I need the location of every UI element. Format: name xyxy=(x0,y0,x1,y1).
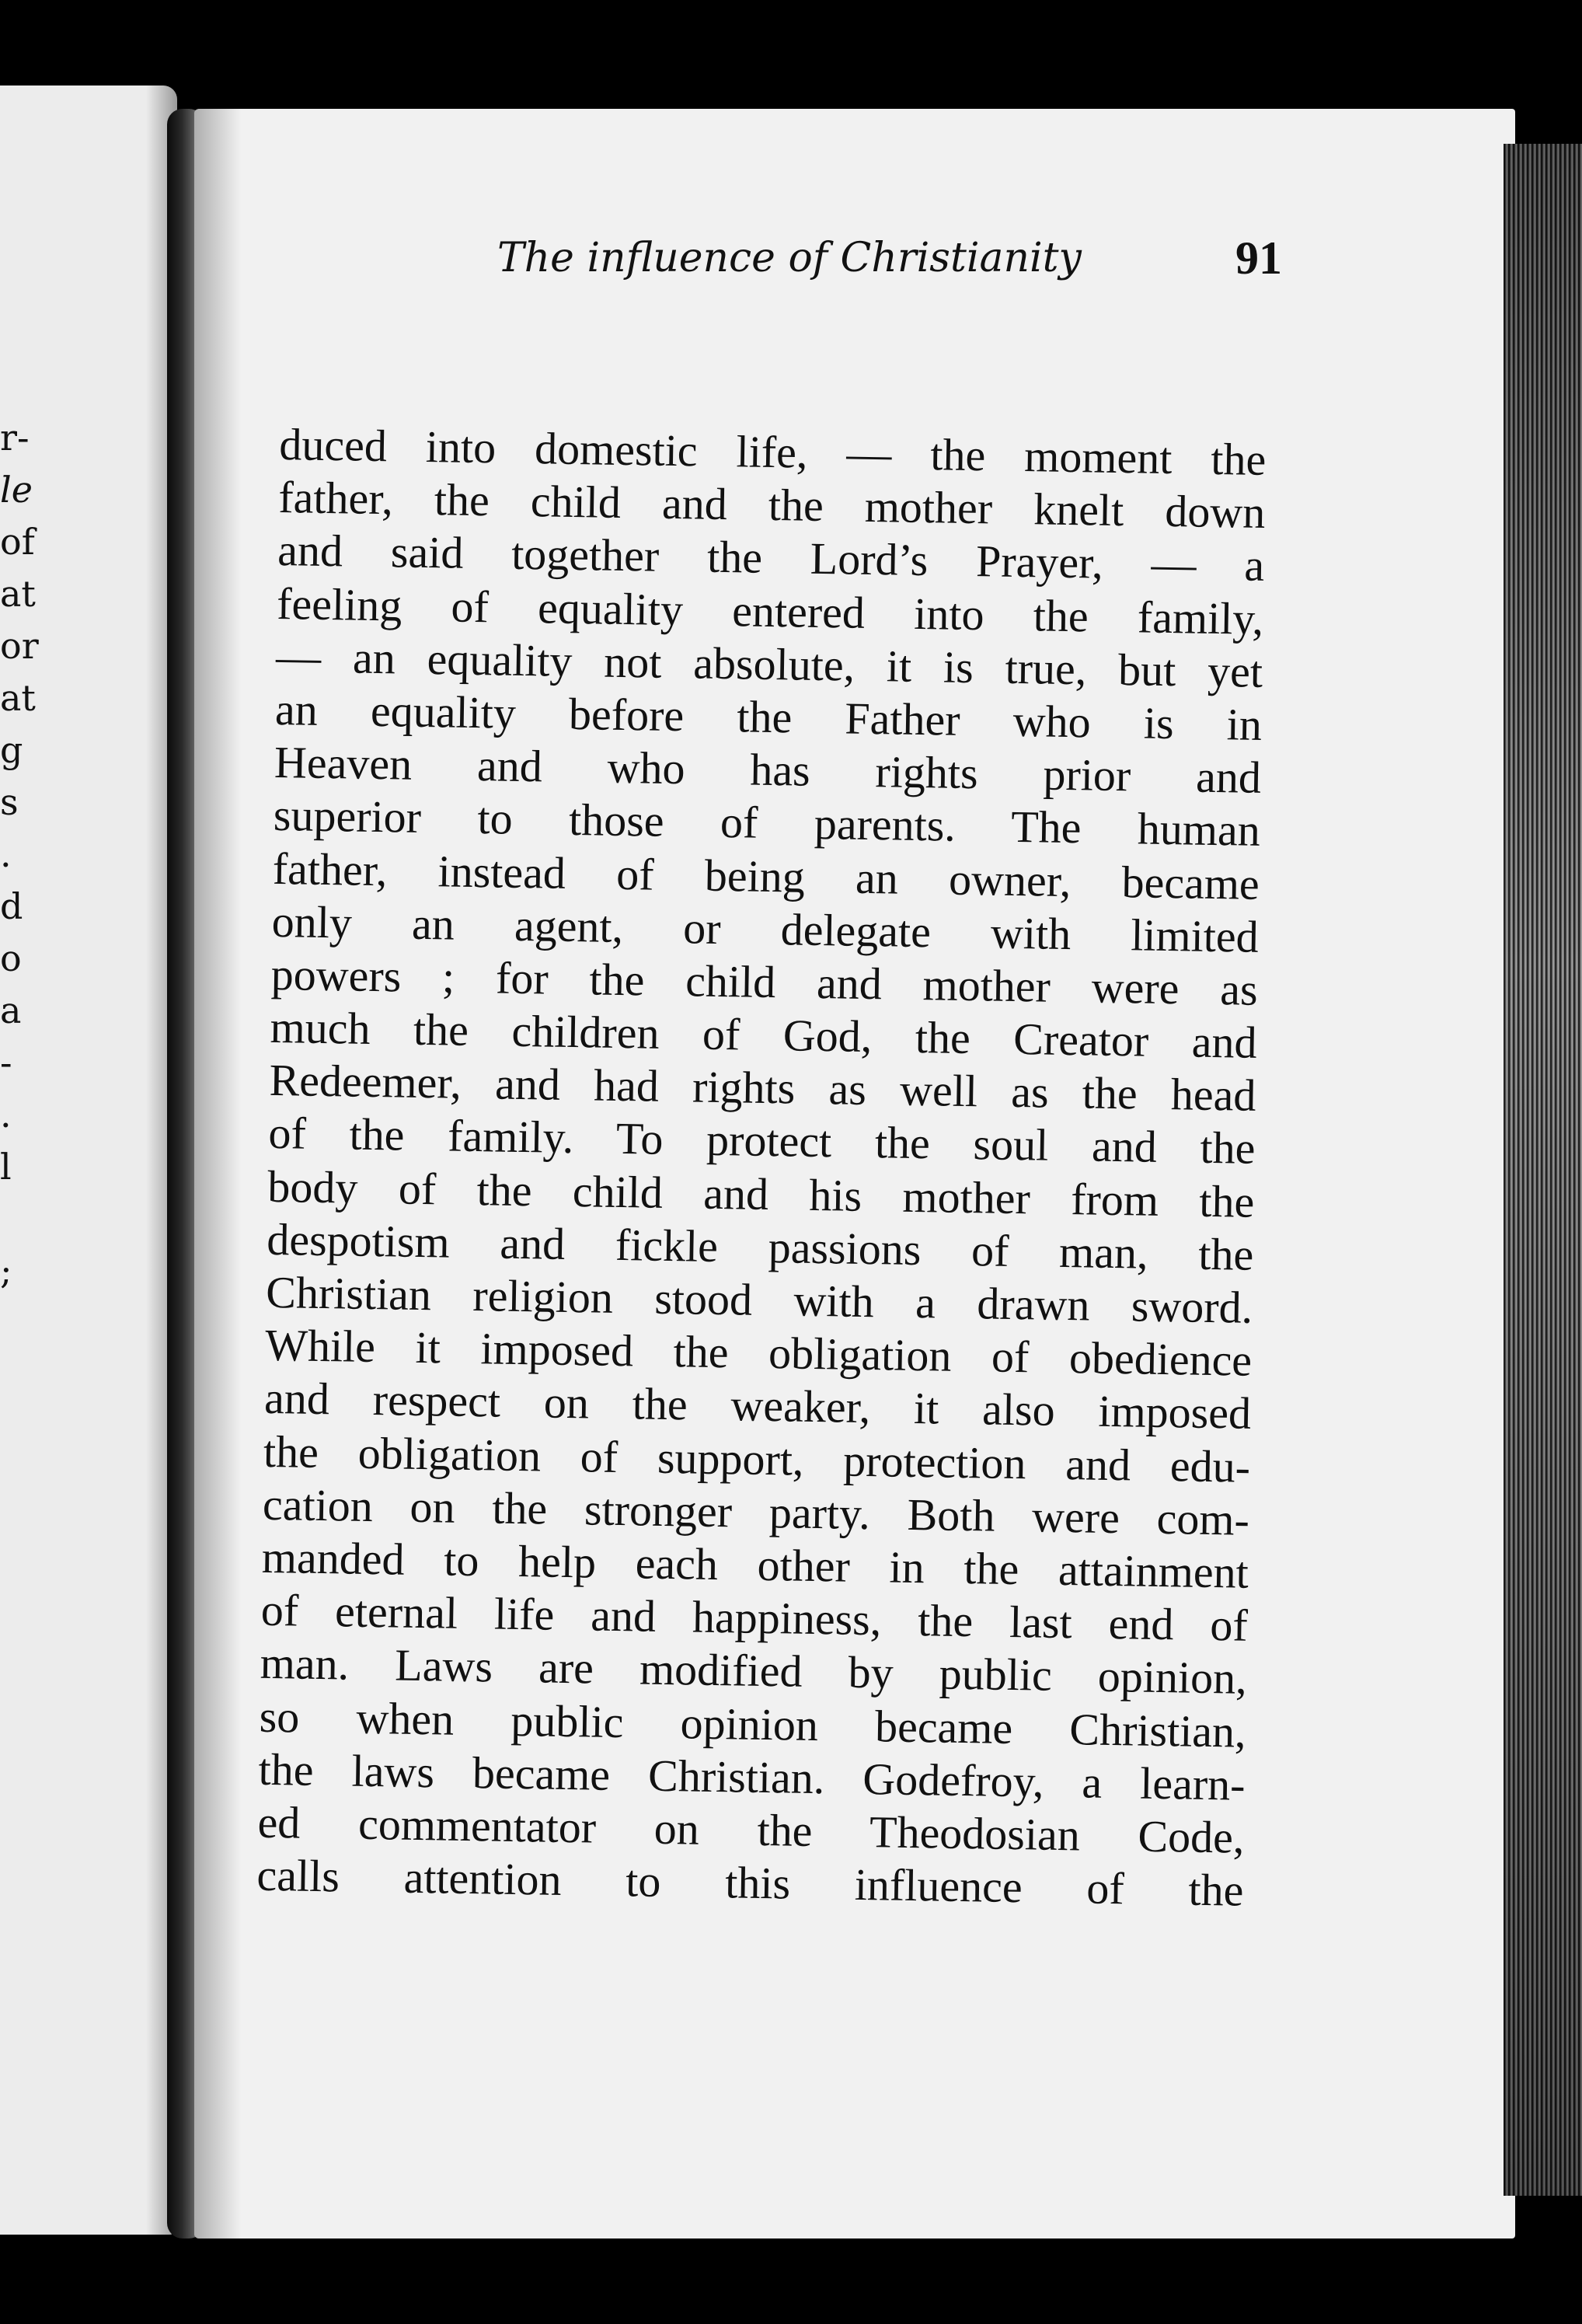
text-line: the obligation of support, protection and edu- xyxy=(263,1425,1251,1492)
fragment-line: . xyxy=(0,833,12,875)
text-line: superior to those of parents. The human xyxy=(273,790,1261,857)
text-line: calls attention to this influence of the xyxy=(256,1849,1244,1916)
fragment-line: l xyxy=(0,1146,12,1188)
text-line: While it imposed the obligation of obedience xyxy=(264,1320,1253,1386)
fragment-line: of xyxy=(0,521,35,563)
text-line: ed commentator on the Theodosian Code, xyxy=(257,1796,1245,1863)
text-line: the laws became Christian. Godefroy, a learn- xyxy=(258,1743,1246,1810)
fragment-line: at xyxy=(0,677,36,719)
text-line: — an equality not absolute, it is true, but yet xyxy=(275,630,1263,697)
fragment-line: s xyxy=(0,781,19,823)
text-line: body of the child and his mother from the xyxy=(267,1160,1255,1227)
running-head-title: The influence of Christianity xyxy=(497,235,1082,281)
text-line: father, the child and the mother knelt down xyxy=(277,472,1266,539)
fragment-line: or xyxy=(0,625,39,667)
fragment-line: - xyxy=(0,1042,12,1083)
fragment-line: r- xyxy=(0,417,30,459)
text-line: much the children of God, the Creator and xyxy=(270,1001,1258,1068)
text-line: man. Laws are modified by public opinion, xyxy=(260,1638,1248,1705)
running-head xyxy=(295,227,1282,289)
text-line: an equality before the Father who is in xyxy=(274,683,1263,750)
fragment-line: o xyxy=(0,937,22,979)
fragment-line: a xyxy=(0,989,22,1031)
body-text xyxy=(256,418,1267,1917)
text-line: of the family. To protect the soul and the xyxy=(268,1108,1256,1174)
text-line: despotism and fickle passions of man, the xyxy=(266,1213,1254,1280)
previous-page-edge xyxy=(0,85,177,2235)
fragment-line: le xyxy=(0,469,33,511)
fragment-line: . xyxy=(0,1094,12,1136)
fragment-line: g xyxy=(0,729,23,771)
fragment-line: ; xyxy=(0,1250,12,1292)
text-line: powers ; for the child and mother were as xyxy=(270,948,1259,1015)
text-line: so when public opinion became Christian, xyxy=(259,1691,1247,1757)
text-line: only an agent, or delegate with limited xyxy=(271,895,1260,962)
text-line: cation on the stronger party. Both were com- xyxy=(262,1478,1250,1545)
previous-page-text-fragments xyxy=(0,412,47,1297)
text-line: feeling of equality entered into the family, xyxy=(276,578,1264,644)
text-line: and said together the Lord’s Prayer, — a xyxy=(277,525,1265,591)
text-line: manded to help each other in the attainment xyxy=(261,1531,1249,1598)
page-number: 91 xyxy=(1235,232,1282,284)
fragment-line xyxy=(0,1193,47,1245)
text-line: Christian religion stood with a drawn sword. xyxy=(265,1266,1253,1333)
page-stack-edge xyxy=(1504,144,1582,2196)
fragment-line: d xyxy=(0,885,23,927)
fragment-line: at xyxy=(0,573,36,615)
text-line: father, instead of being an owner, became xyxy=(272,843,1260,909)
text-line: Redeemer, and had rights as well as the head xyxy=(269,1055,1256,1122)
text-line: and respect on the weaker, it also imposed xyxy=(263,1373,1252,1439)
text-line: duced into domestic life, — the moment the xyxy=(278,418,1267,485)
text-line: of eternal life and happiness, the last end of xyxy=(260,1584,1249,1651)
page-curve-shadow xyxy=(194,109,241,2239)
text-line: Heaven and who has rights prior and xyxy=(274,737,1262,804)
